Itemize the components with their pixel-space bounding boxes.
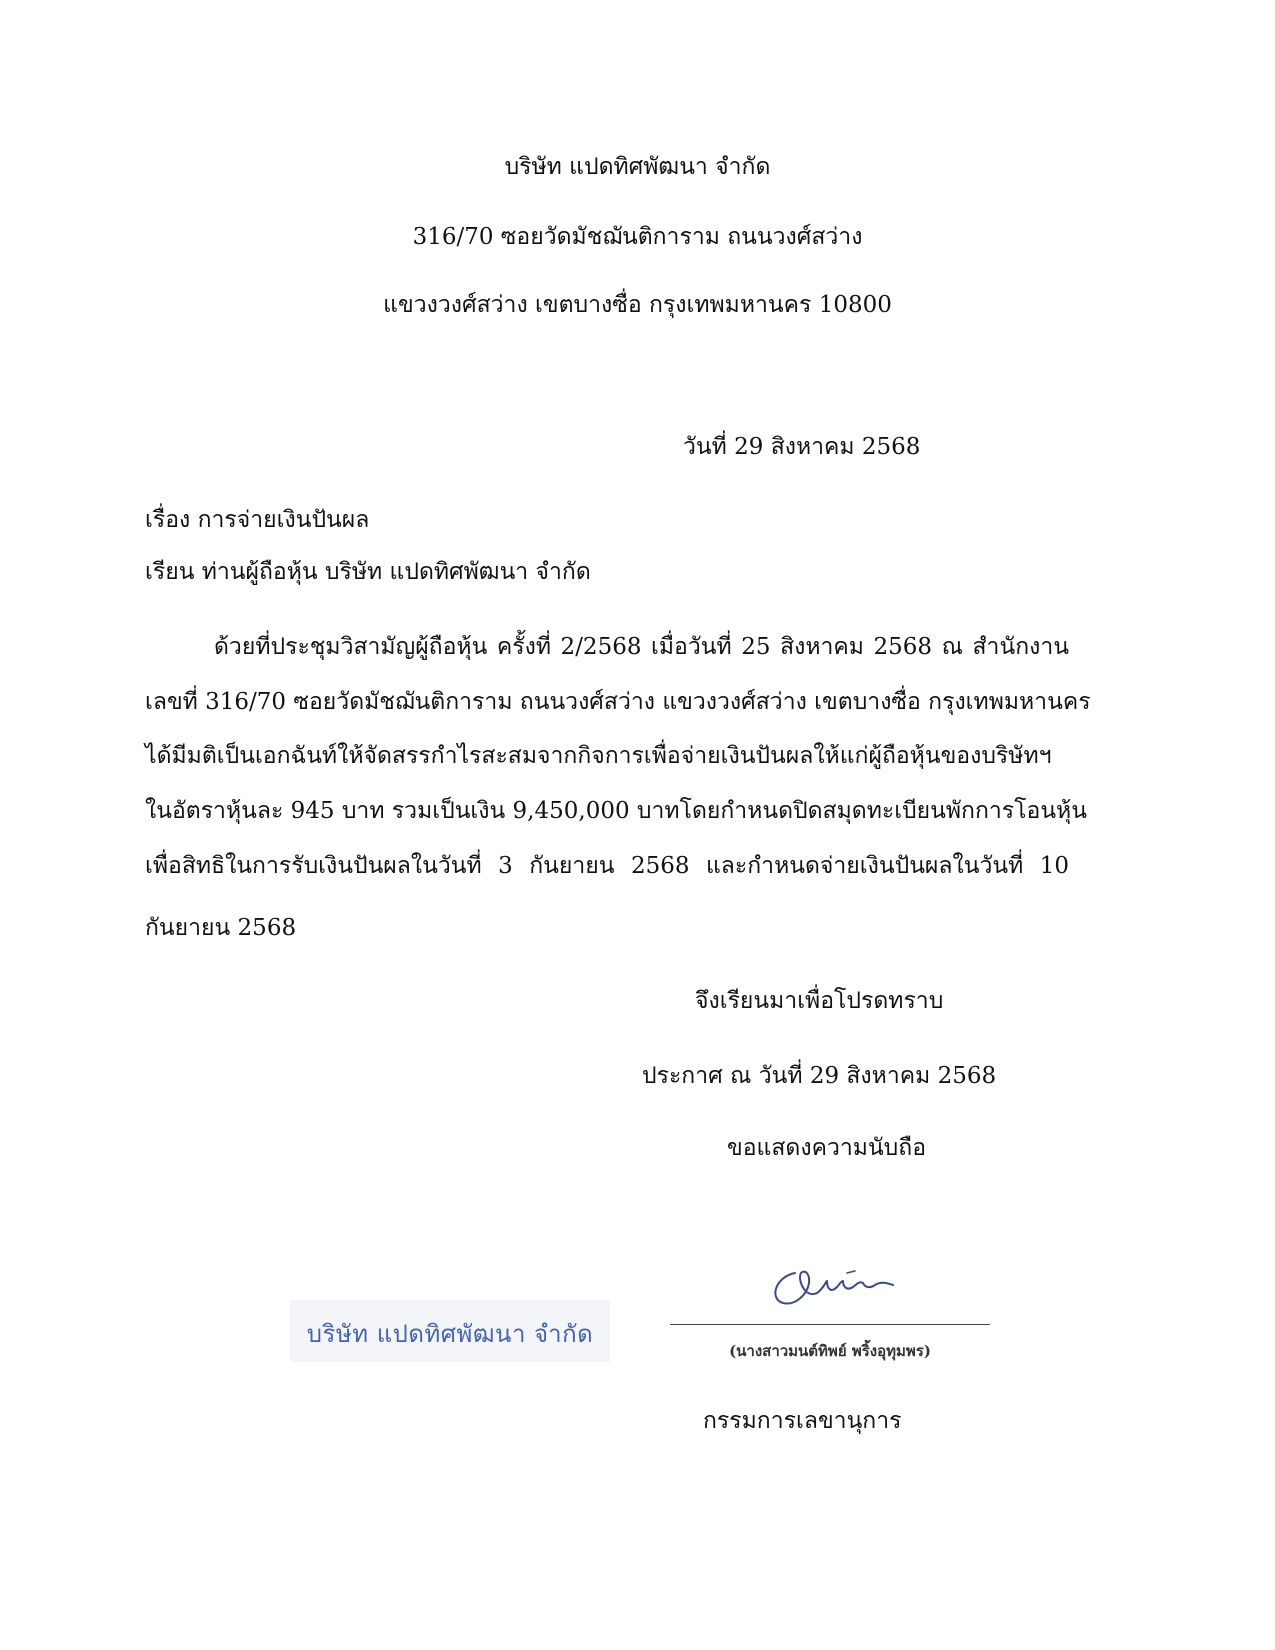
closing-line-1: จึงเรียนมาเพื่อโปรดทราบ (695, 988, 944, 1014)
body-line-6: กันยายน 2568 (145, 915, 297, 941)
address-line-1: 316/70 ซอยวัดมัชฌันติการาม ถนนวงศ์สว่าง (412, 224, 863, 250)
closing-line-2: ประกาศ ณ วันที่ 29 สิงหาคม 2568 (642, 1063, 997, 1089)
subject-line: เรื่อง การจ่ายเงินปันผล (145, 507, 370, 533)
signatory-name: (นางสาวมนต์ทิพย์ พริ้งอุทุมพร) (729, 1342, 931, 1360)
body-line-1: ด้วยที่ประชุมวิสามัญผู้ถือหุ้น ครั้งที่ 2/2568 เมื่อวันที่ 25 สิงหาคม 2568 ณ สำนักงาน (214, 634, 1069, 660)
address-line-2: แขวงวงศ์สว่าง เขตบางซื่อ กรุงเทพมหานคร 10800 (383, 292, 892, 318)
closing-line-3: ขอแสดงความนับถือ (727, 1135, 927, 1161)
signature-line (670, 1324, 990, 1325)
body-line-4: ในอัตราหุ้นละ 945 บาท รวมเป็นเงิน 9,450,000 บาทโดยกำหนดปิดสมุดทะเบียนพักการโอนหุ้น (145, 798, 1087, 824)
signature-block (670, 1255, 990, 1375)
body-line-3: ได้มีมติเป็นเอกฉันท์ให้จัดสรรกำไรสะสมจากกิจการเพื่อจ่ายเงินปันผลให้แก่ผู้ถือหุ้นของบริษัทฯ (145, 743, 1052, 769)
body-line-5: เพื่อสิทธิในการรับเงินปันผลในวันที่ 3 กันยายน 2568 และกำหนดจ่ายเงินปันผลในวันที่ 10 (145, 853, 1069, 879)
recipient-line: เรียน ท่านผู้ถือหุ้น บริษัท แปดทิศพัฒนา จำกัด (145, 559, 591, 585)
signatory-position: กรรมการเลขานุการ (703, 1408, 902, 1434)
company-stamp-text: บริษัท แปดทิศพัฒนา จำกัด (306, 1320, 594, 1348)
company-name: บริษัท แปดทิศพัฒนา จำกัด (504, 154, 771, 180)
handwritten-signature (765, 1259, 905, 1319)
company-stamp (290, 1300, 610, 1362)
letter-date: วันที่ 29 สิงหาคม 2568 (683, 434, 921, 460)
body-line-2: เลขที่ 316/70 ซอยวัดมัชฌันติการาม ถนนวงศ์สว่าง แขวงวงศ์สว่าง เขตบางซื่อ กรุงเทพมหานคร (145, 689, 1091, 715)
